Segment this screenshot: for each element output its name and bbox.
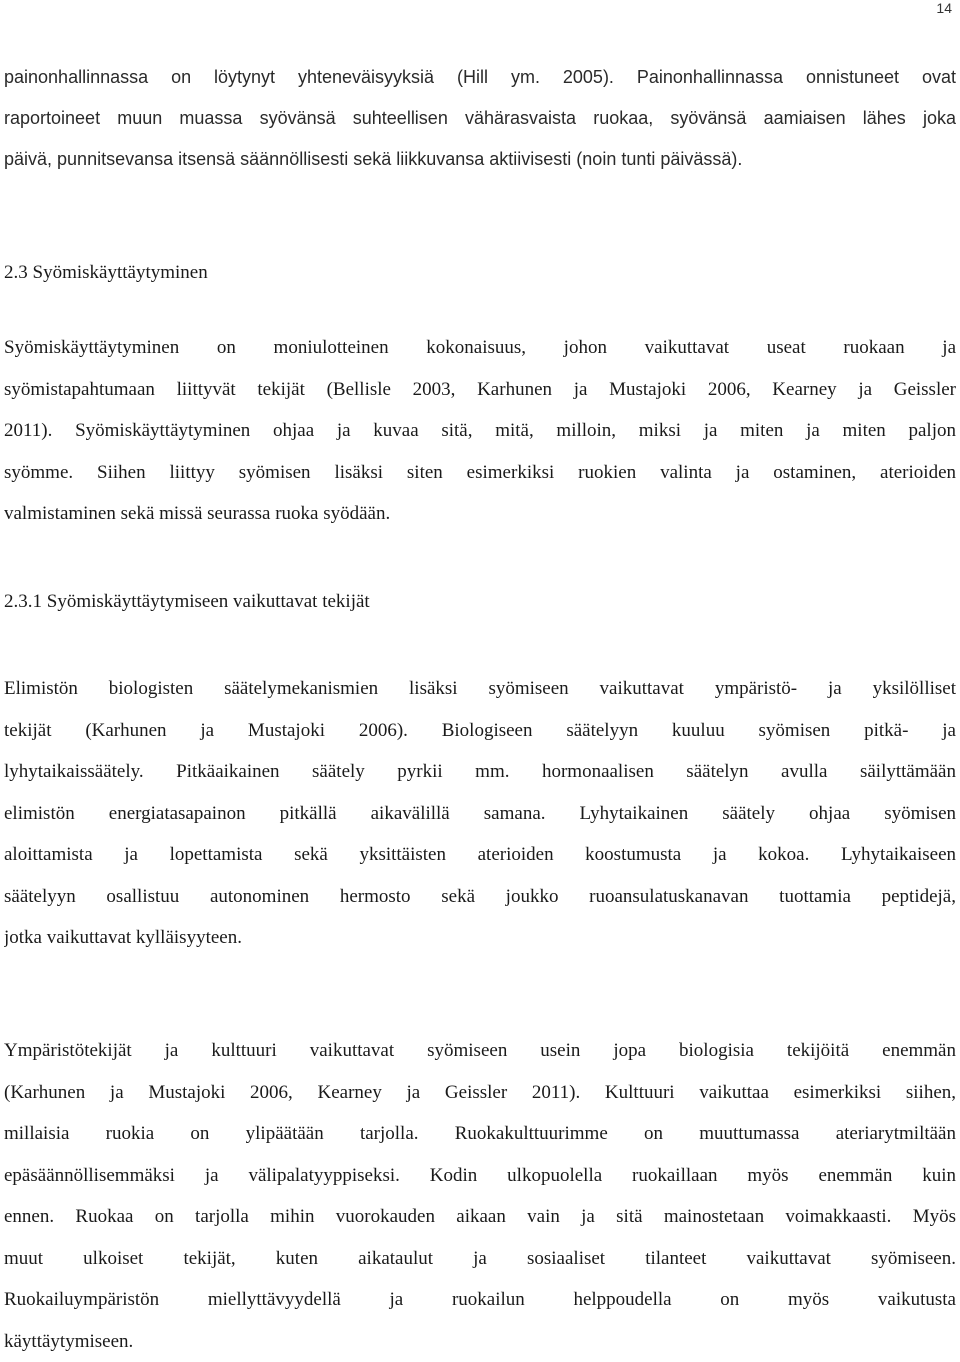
paragraph-line: Elimistön biologisten säätelymekanismien lisäksi syömiseen vaikuttavat ympäristö- ja yksilölliset bbox=[4, 668, 956, 710]
page-number: 14 bbox=[936, 0, 952, 16]
section-heading-2-3: 2.3 Syömiskäyttäytyminen bbox=[4, 262, 208, 284]
paragraph-line: epäsäännöllisemmäksi ja välipalatyyppiseksi. Kodin ulkopuolella ruokaillaan myös enemmän kuin bbox=[4, 1155, 956, 1197]
paragraph-line: käyttäytymiseen. bbox=[4, 1321, 956, 1362]
paragraph-line: millaisia ruokia on ylipäätään tarjolla. Ruokakulttuurimme on muuttumassa ateriarytmiltään bbox=[4, 1113, 956, 1155]
section-2-3-1-paragraph-1 bbox=[4, 668, 956, 959]
paragraph-line: aloittamista ja lopettamista sekä yksittäisten aterioiden koostumusta ja kokoa. Lyhytaikaiseen bbox=[4, 834, 956, 876]
paragraph-line: säätelyyn osallistuu autonominen hermosto sekä joukko ruoansulatuskanavan tuottamia peptidejä, bbox=[4, 876, 956, 918]
paragraph-line: tekijät (Karhunen ja Mustajoki 2006). Biologiseen säätelyyn kuuluu syömisen pitkä- ja bbox=[4, 710, 956, 752]
section-2-3-1-paragraph-2 bbox=[4, 1030, 956, 1362]
paragraph-line: 2011). Syömiskäyttäytyminen ohjaa ja kuvaa sitä, mitä, milloin, miksi ja miten ja miten paljon bbox=[4, 410, 956, 452]
paragraph-line: syömistapahtumaan liittyvät tekijät (Bellisle 2003, Karhunen ja Mustajoki 2006, Kearney ja Geissler bbox=[4, 369, 956, 411]
intro-line: raportoineet muun muassa syövänsä suhteellisen vähärasvaista ruokaa, syövänsä aamiaisen lähes joka bbox=[4, 98, 956, 139]
paragraph-line: muut ulkoiset tekijät, kuten aikataulut ja sosiaaliset tilanteet vaikuttavat syömiseen. bbox=[4, 1238, 956, 1280]
paragraph-line: Ruokailuympäristön miellyttävyydellä ja ruokailun helppoudella on myös vaikutusta bbox=[4, 1279, 956, 1321]
paragraph-line: lyhytaikaissäätely. Pitkäaikainen säätely pyrkii mm. hormonaalisen säätelyn avulla säilyttämään bbox=[4, 751, 956, 793]
paragraph-line: elimistön energiatasapainon pitkällä aikavälillä samana. Lyhytaikainen säätely ohjaa syömisen bbox=[4, 793, 956, 835]
intro-line: painonhallinnassa on löytynyt yhteneväisyyksiä (Hill ym. 2005). Painonhallinnassa onnistuneet ovat bbox=[4, 57, 956, 98]
section-heading-2-3-1: 2.3.1 Syömiskäyttäytymiseen vaikuttavat tekijät bbox=[4, 591, 370, 613]
section-2-3-paragraph bbox=[4, 327, 956, 535]
paragraph-line: jotka vaikuttavat kylläisyyteen. bbox=[4, 917, 956, 959]
intro-paragraph bbox=[4, 57, 956, 180]
paragraph-line: (Karhunen ja Mustajoki 2006, Kearney ja Geissler 2011). Kulttuuri vaikuttaa esimerkiksi siihen, bbox=[4, 1072, 956, 1114]
paragraph-line: syömme. Siihen liittyy syömisen lisäksi siten esimerkiksi ruokien valinta ja ostaminen, aterioiden bbox=[4, 452, 956, 494]
paragraph-line: Syömiskäyttäytyminen on moniulotteinen kokonaisuus, johon vaikuttavat useat ruokaan ja bbox=[4, 327, 956, 369]
paragraph-line: ennen. Ruokaa on tarjolla mihin vuorokauden aikaan vain ja sitä mainostetaan voimakkaasti. Myös bbox=[4, 1196, 956, 1238]
paragraph-line: valmistaminen sekä missä seurassa ruoka syödään. bbox=[4, 493, 956, 535]
paragraph-line: Ympäristötekijät ja kulttuuri vaikuttavat syömiseen usein jopa biologisia tekijöitä enemmän bbox=[4, 1030, 956, 1072]
intro-line: päivä, punnitsevansa itsensä säännöllisesti sekä liikkuvansa aktiivisesti (noin tunti päivässä). bbox=[4, 139, 956, 180]
